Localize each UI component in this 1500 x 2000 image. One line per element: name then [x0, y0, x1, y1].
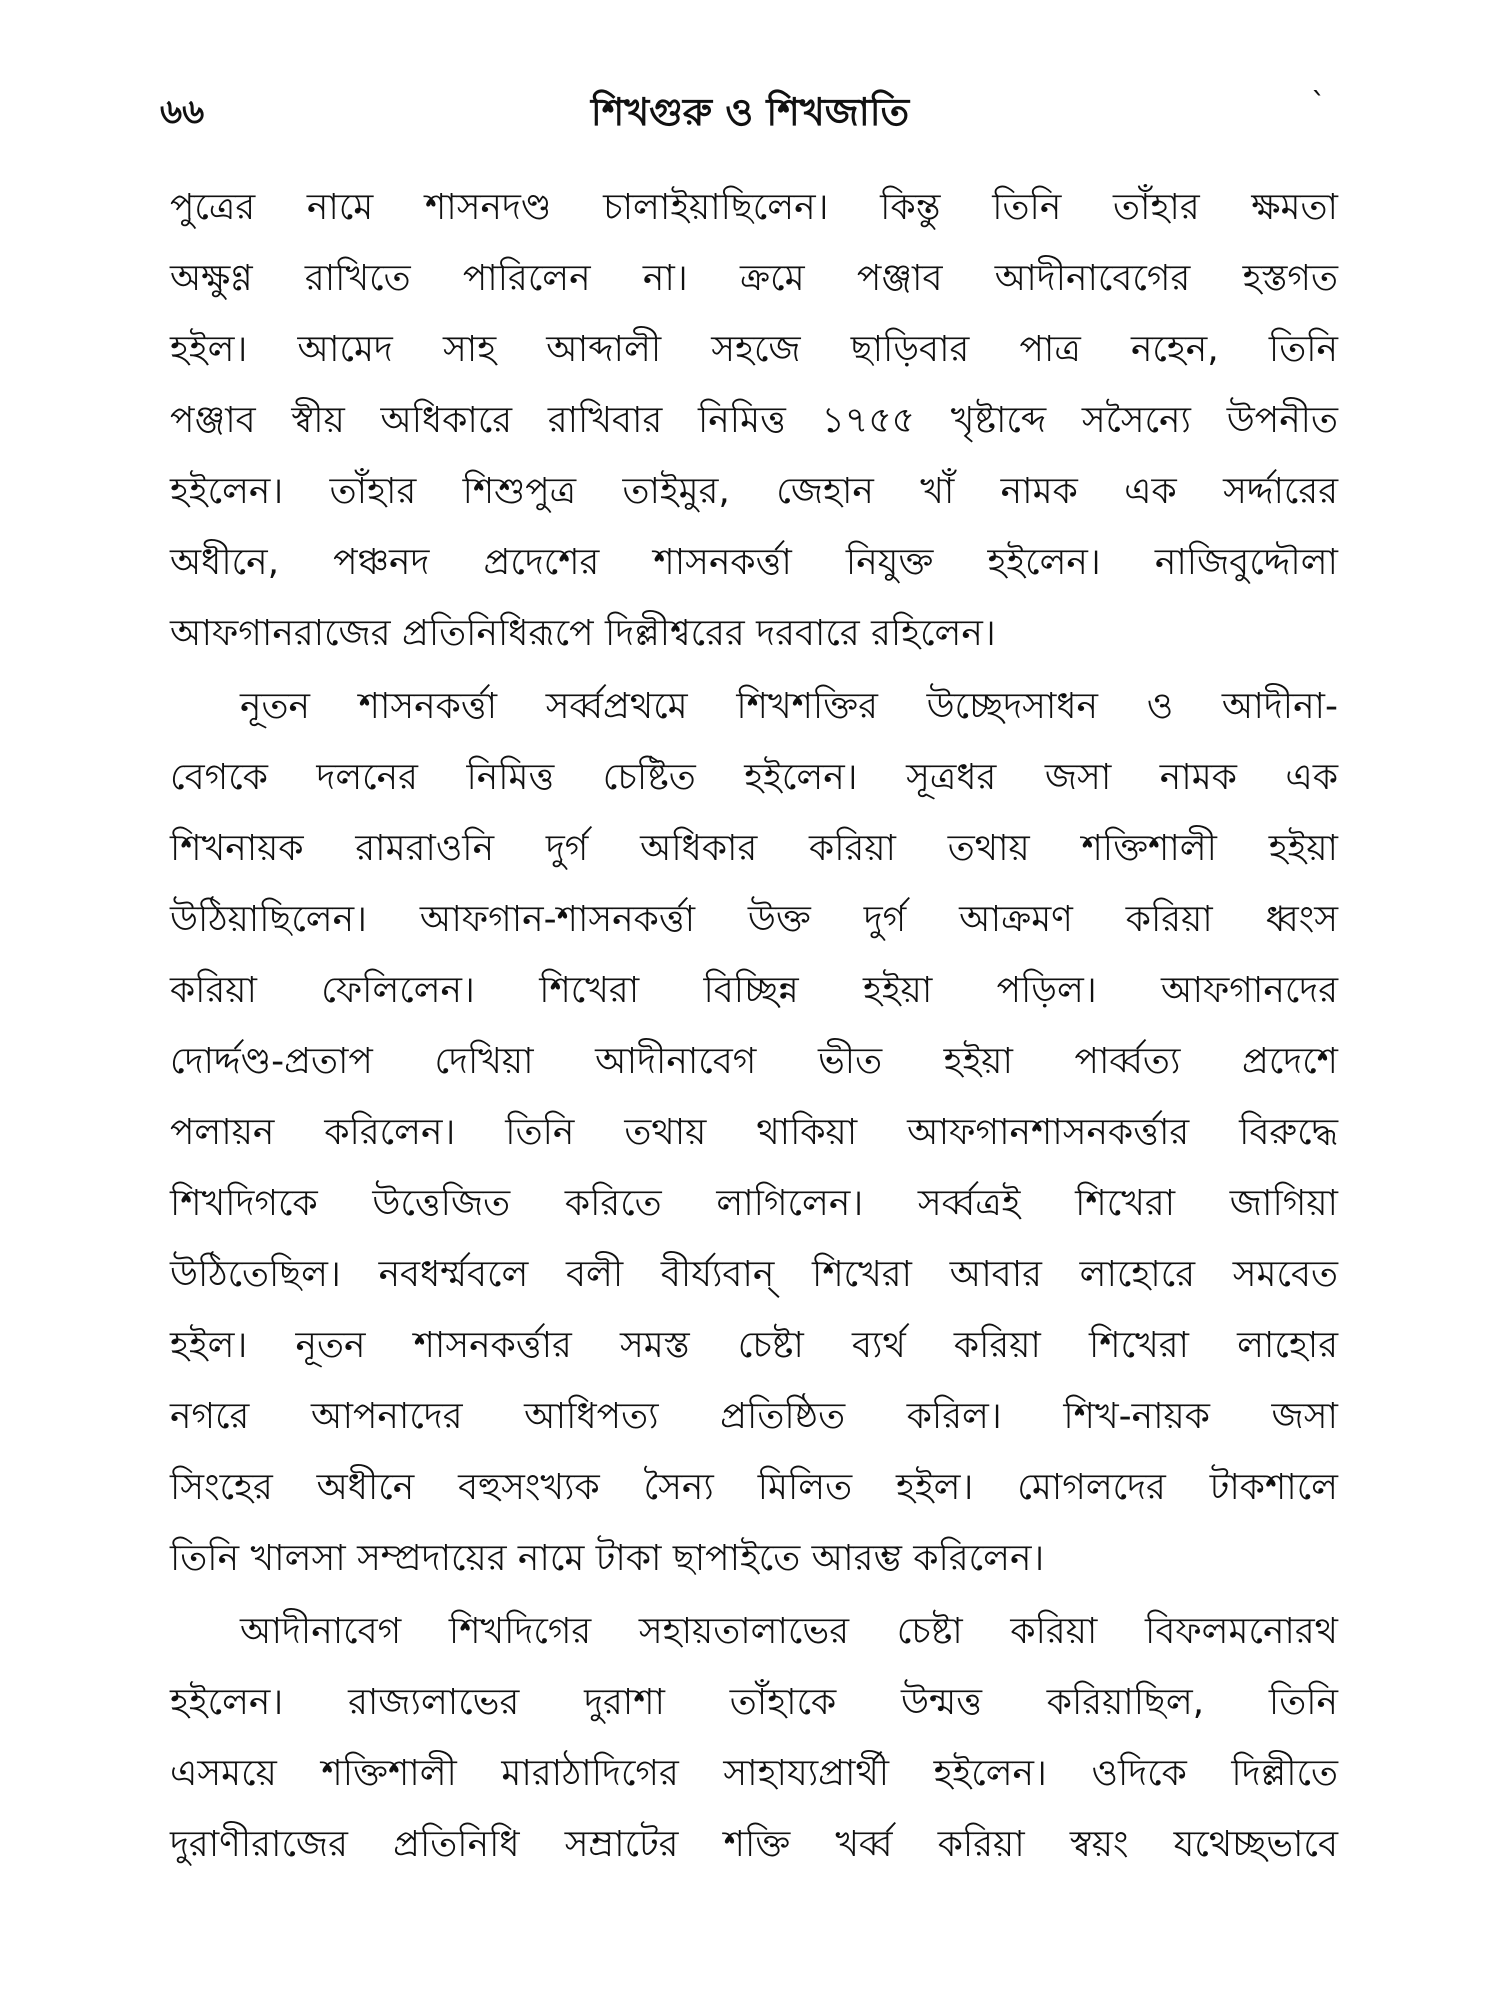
text-line: বেগকে দলনের নিমিত্ত চেষ্টিত হইলেন। সূত্রধর জসা নামক এক	[170, 757, 1338, 798]
page-number: ৬৬	[160, 92, 205, 132]
text-line: হইলেন। তাঁহার শিশুপুত্র তাইমুর, জেহান খাঁ নামক এক সর্দ্দারের	[170, 471, 1338, 512]
paragraph-2	[170, 671, 1338, 1594]
text-line: পলায়ন করিলেন। তিনি তথায় থাকিয়া আফগানশাসনকর্ত্তার বিরুদ্ধে	[170, 1112, 1338, 1153]
page-header	[160, 82, 1340, 142]
text-line: উঠিয়াছিলেন। আফগান-শাসনকর্ত্তা উক্ত দুর্গ আক্রমণ করিয়া ধ্বংস	[170, 899, 1338, 940]
text-line: দোর্দ্দণ্ড-প্রতাপ দেখিয়া আদীনাবেগ ভীত হইয়া পার্ব্বত্য প্রদেশে	[170, 1041, 1338, 1082]
text-line: আদীনাবেগ শিখদিগের সহায়তালাভের চেষ্টা করিয়া বিফলমনোরথ	[240, 1611, 1338, 1652]
text-line: হইলেন। রাজ্যলাভের দুরাশা তাঁহাকে উন্মত্ত করিয়াছিল, তিনি	[170, 1682, 1338, 1723]
text-line: উঠিতেছিল। নবধর্ম্মবলে বলী বীর্য্যবান্ শিখেরা আবার লাহোরে সমবেত	[170, 1254, 1338, 1295]
text-line: পুত্রের নামে শাসনদণ্ড চালাইয়াছিলেন। কিন্তু তিনি তাঁহার ক্ষমতা	[170, 187, 1338, 228]
text-line: পঞ্জাব স্বীয় অধিকারে রাখিবার নিমিত্ত ১৭৫৫ খৃষ্টাব্দে সসৈন্যে উপনীত	[170, 400, 1338, 441]
paragraph-1	[170, 172, 1338, 669]
text-line: শিখনায়ক রামরাওনি দুর্গ অধিকার করিয়া তথায় শক্তিশালী হইয়া	[170, 828, 1338, 869]
paragraph-3	[170, 1596, 1338, 1880]
running-title: শিখগুরু ও শিখজাতি	[590, 90, 910, 134]
text-line: হইল। নূতন শাসনকর্ত্তার সমস্ত চেষ্টা ব্যর্থ করিয়া শিখেরা লাহোর	[170, 1325, 1338, 1366]
text-line: শিখদিগকে উত্তেজিত করিতে লাগিলেন। সর্ব্বত্রই শিখেরা জাগিয়া	[170, 1183, 1338, 1224]
text-line: এসময়ে শক্তিশালী মারাঠাদিগের সাহায্যপ্রার্থী হইলেন। ওদিকে দিল্লীতে	[170, 1753, 1338, 1794]
text-line: দুরাণীরাজের প্রতিনিধি সম্রাটের শক্তি খর্ব্ব করিয়া স্বয়ং যথেচ্ছভাবে	[170, 1824, 1338, 1865]
text-line: করিয়া ফেলিলেন। শিখেরা বিচ্ছিন্ন হইয়া পড়িল। আফগানদের	[170, 970, 1338, 1011]
text-line: নূতন শাসনকর্ত্তা সর্ব্বপ্রথমে শিখশক্তির উচ্ছেদসাধন ও আদীনা-	[240, 686, 1338, 727]
text-line: তিনি খালসা সম্প্রদায়ের নামে টাকা ছাপাইতে আরম্ভ করিলেন।	[170, 1538, 1045, 1579]
text-line: আফগানরাজের প্রতিনিধিরূপে দিল্লীশ্বরের দরবারে রহিলেন।	[170, 613, 996, 654]
text-line: অক্ষুণ্ণ রাখিতে পারিলেন না। ক্রমে পঞ্জাব আদীনাবেগের হস্তগত	[170, 258, 1338, 299]
corner-mark: `	[1311, 87, 1326, 122]
text-line: সিংহের অধীনে বহুসংখ্যক সৈন্য মিলিত হইল। মোগলদের টাকশালে	[170, 1467, 1338, 1508]
text-line: নগরে আপনাদের আধিপত্য প্রতিষ্ঠিত করিল। শিখ-নায়ক জসা	[170, 1396, 1338, 1437]
text-line: অধীনে, পঞ্চনদ প্রদেশের শাসনকর্ত্তা নিযুক্ত হইলেন। নাজিবুদ্দৌলা	[170, 542, 1338, 583]
text-line: হইল। আমেদ সাহ আব্দালী সহজে ছাড়িবার পাত্র নহেন, তিনি	[170, 329, 1338, 370]
body-text	[170, 172, 1338, 1880]
